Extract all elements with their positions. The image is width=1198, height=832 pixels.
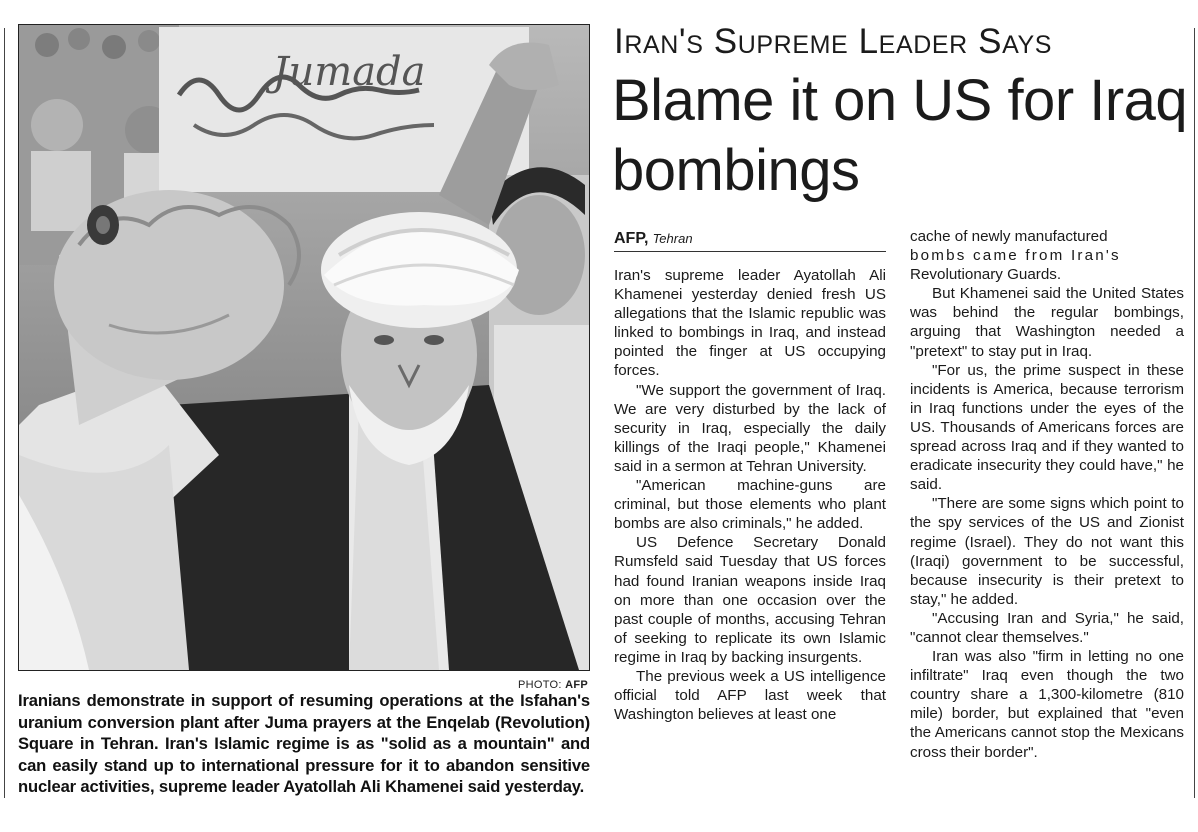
paragraph-continued-line: cache of newly manufactured — [910, 228, 1108, 245]
paragraph: "We support the government of Iraq. We are very disturbed by the lack of security in Iraq, especially the daily killings of the Iraqi people," Khamenei said in a sermon at Tehran University. — [614, 381, 886, 475]
photo-credit-source: AFP — [565, 679, 588, 691]
banner-script-text: Jumada — [272, 49, 426, 95]
byline — [614, 229, 886, 252]
paragraph: Iran was also "firm in letting no one infiltrate" Iraq even though the two country share a 1,300-kilometre (810 mile) border, but explained that "even the Americans cannot stop the Mexicans cross their border". — [910, 648, 1184, 761]
photo-caption: Iranians demonstrate in support of resuming operations at the Isfahan's uranium conversion plant after Juma prayers at the Enqelab (Revolution) Square in Tehran. Iran's Islamic regime is as "solid as a mountain" and can easily stand up to international pressure for it to abandon sensitive nuclear activities, supreme leader Ayatollah Ali Khamenei said yesterday. — [18, 691, 590, 796]
protest-photo-illustration — [19, 25, 589, 670]
paragraph: But Khamenei said the United States was behind the regular bombings, arguing that Washington needed a "pretext" to stay put in Iraq. — [910, 285, 1184, 360]
news-photo — [18, 24, 590, 671]
article-kicker: Iran's Supreme Leader Says — [614, 22, 1053, 61]
paragraph: "American machine-guns are criminal, but those elements who plant bombs are also criminals," he added. — [614, 477, 886, 533]
article-column-1 — [614, 266, 886, 724]
paragraph-continued-line: Revolutionary Guards. — [910, 266, 1062, 284]
paragraph: "Accusing Iran and Syria," he said, "cannot clear themselves." — [910, 609, 1184, 646]
page-edge-right — [1194, 28, 1195, 798]
paragraph-continued-line: bombs came from Iran's — [910, 247, 1121, 265]
paragraph: "There are some signs which point to the spy services of the US and Zionist regime (Israel). They do not want this (Iraqi) government to be successful, because insecurity is their pretext to stay," he added. — [910, 495, 1184, 608]
article-headline: Blame it on US for Iraq bombings — [612, 68, 1188, 203]
photo-credit-label: PHOTO: — [517, 679, 562, 691]
article-column-2 — [910, 227, 1184, 762]
page-edge-left — [4, 28, 5, 798]
byline-agency: AFP, — [614, 230, 649, 247]
paragraph: The previous week a US intelligence official told AFP last week that Washington believes at least one — [614, 667, 886, 724]
paragraph: Iran's supreme leader Ayatollah Ali Khamenei yesterday denied fresh US allegations that the Islamic republic was linked to bombings in Iraq, and instead pointed the finger at US occupying forces. — [614, 267, 886, 380]
paragraph: "For us, the prime suspect in these incidents is America, because terrorism in Iraq functions under the eyes of the US. Thousands of Americans forces are spread across Iraq and if they wanted to eradicate insecurity they could have," he said. — [910, 361, 1184, 494]
byline-city: Tehran — [652, 231, 693, 246]
paragraph: US Defence Secretary Donald Rumsfeld said Tuesday that US forces had found Iranian weapons inside Iraq on more than one occasion over the past couple of months, accusing Tehran of seeking to replicate its own Islamic regime in Iraq by backing insurgents. — [614, 534, 886, 666]
